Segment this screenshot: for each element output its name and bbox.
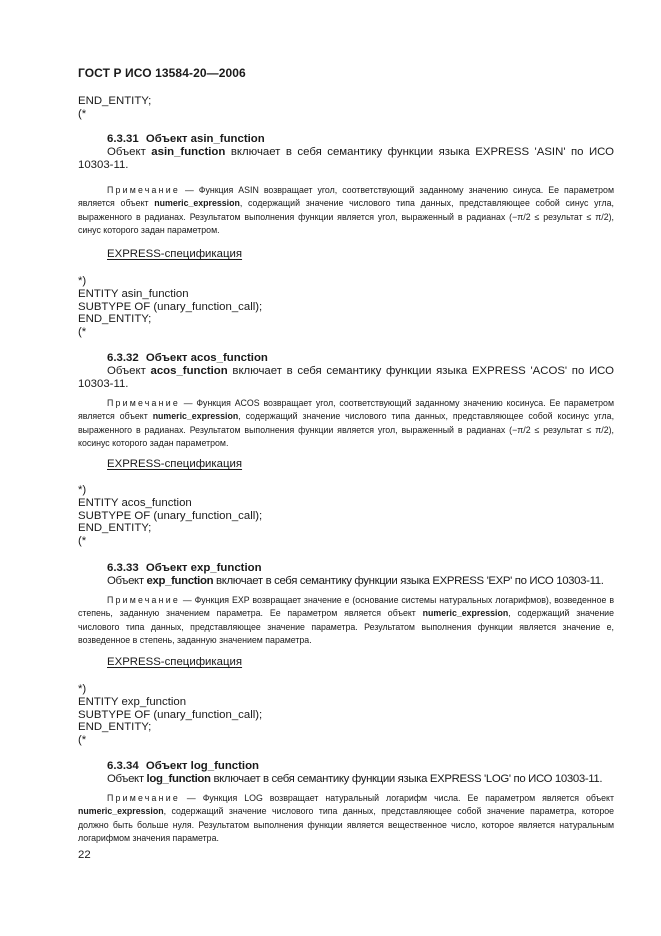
code-line: ENTITY exp_function — [78, 695, 187, 708]
code-line: END_ENTITY; — [78, 95, 152, 107]
section-number: 6.3.31 — [107, 133, 139, 145]
section-heading — [107, 760, 614, 773]
section-title: Объект acos_function — [145, 352, 268, 364]
code-line: END_ENTITY; — [78, 522, 152, 535]
section-title: Объект asin_function — [145, 133, 265, 145]
code-line: *) — [78, 683, 87, 695]
entity-name: asin_function — [151, 146, 226, 158]
note-label: Примечание — [107, 595, 180, 605]
code-line: ENTITY asin_function — [78, 287, 189, 300]
express-spec-heading: EXPRESS-спецификация — [107, 656, 243, 668]
express-spec-heading: EXPRESS-спецификация — [107, 248, 243, 260]
note-text: — Функция ACOS возвращает угол, соответствующий заданному значению косинуса. Ее параметром является объект — [78, 398, 614, 422]
code-block — [78, 275, 262, 339]
section-body — [78, 365, 614, 391]
code-line: SUBTYPE OF (unary_function_call); — [78, 708, 263, 721]
code-block — [78, 683, 262, 747]
code-line: (* — [78, 326, 87, 339]
section-number: 6.3.32 — [107, 352, 139, 364]
document-header: ГОСТ Р ИСО 13584-20—2006 — [78, 66, 246, 80]
code-line: (* — [78, 734, 87, 747]
code-line: END_ENTITY; — [78, 721, 152, 734]
code-line: END_ENTITY; — [78, 313, 152, 326]
note-text: — Функция EXP возвращает значение e (основание системы натуральных логарифмов), возведенное в степень, заданную значением параметра. Ее параметром является объект — [78, 595, 614, 619]
entity-name: acos_function — [150, 365, 228, 377]
code-line: *) — [78, 484, 87, 496]
note-text: — Функция ASIN возвращает угол, соответствующий заданному значению синуса. Ее параметром является объект — [78, 185, 614, 209]
body-text: включает в себя семантику функции языка EXPRESS 'EXP' по ИСО 10303-11. — [213, 575, 604, 587]
note-paragraph — [78, 594, 614, 648]
note-paragraph — [78, 792, 614, 846]
note-text: , содержащий значение числового типа данных, представляющее значение параметра. Результатом выполнения функции является значение e, возведенное в степень, заданную значением параметра. — [78, 608, 614, 646]
note-entity: numeric_expression — [78, 806, 164, 817]
body-text: включает в себя семантику функции языка EXPRESS 'ACOS' по ИСО 10303-11. — [78, 365, 614, 390]
note-label: Примечание — [107, 398, 180, 408]
code-line: (* — [78, 107, 87, 120]
page-number: 22 — [78, 849, 91, 861]
entity-name: log_function — [146, 773, 211, 785]
note-paragraph — [78, 184, 614, 238]
note-entity: numeric_expression — [422, 608, 509, 619]
section-body — [78, 575, 614, 588]
section-number: 6.3.34 — [107, 760, 139, 772]
code-line: SUBTYPE OF (unary_function_call); — [78, 300, 263, 313]
body-text: Объект — [107, 575, 147, 587]
note-text: , содержащий значение числового типа данных, представляющее собой синус угла, выраженного в радианах. Результатом выполнения функции является угол, выраженный в радианах (−π/2 ≤ результат ≤ π/2), синус которого задан параметром. — [78, 198, 614, 236]
section-number: 6.3.33 — [107, 562, 139, 574]
code-line: ENTITY acos_function — [78, 496, 192, 509]
code-line: SUBTYPE OF (unary_function_call); — [78, 509, 263, 522]
section-body — [78, 773, 614, 786]
entity-name: exp_function — [146, 575, 214, 587]
section-body — [78, 146, 614, 172]
note-entity: numeric_expression — [152, 411, 239, 422]
body-text: Объект — [107, 773, 147, 785]
note-entity: numeric_expression — [154, 198, 240, 209]
note-text: , содержащий значение числового типа данных, представляющее собой значение параметра, которое должно быть больше нуля. Результатом выполнения функции является вещественное число, которое является натуральным логарифмом значения параметра. — [78, 806, 614, 844]
note-paragraph — [78, 397, 614, 451]
section-6-3-31 — [78, 133, 614, 238]
body-text: Объект — [107, 365, 151, 377]
note-text: — Функция LOG возвращает натуральный логарифм числа. Ее параметром является объект — [179, 793, 614, 803]
body-text: включает в себя семантику функции языка EXPRESS 'LOG' по ИСО 10303-11. — [210, 773, 603, 785]
body-text: включает в себя семантику функции языка EXPRESS 'ASIN' по ИСО 10303-11. — [78, 146, 615, 171]
note-text: , содержащий значение числового типа данных, представляющее собой косинус угла, выраженного в радианах. Результатом выполнения функции является угол, выраженный в радианах (−π/2 ≤ результат ≤ π/2), косинус которого задан параметром. — [78, 411, 615, 449]
section-6-3-32 — [78, 352, 614, 451]
express-spec-heading: EXPRESS-спецификация — [107, 458, 243, 470]
section-heading — [107, 562, 614, 575]
section-title: Объект exp_function — [145, 562, 262, 574]
section-heading — [107, 352, 614, 365]
code-block-top — [78, 95, 151, 121]
body-text: Объект — [107, 146, 152, 158]
section-heading — [107, 133, 614, 146]
note-label: Примечание — [107, 185, 180, 195]
code-block — [78, 484, 262, 548]
section-title: Объект log_function — [145, 760, 260, 772]
section-6-3-33 — [78, 562, 614, 648]
code-line: (* — [78, 535, 87, 548]
code-line: *) — [78, 275, 87, 287]
note-label: Примечание — [107, 793, 180, 803]
section-6-3-34 — [78, 760, 614, 846]
